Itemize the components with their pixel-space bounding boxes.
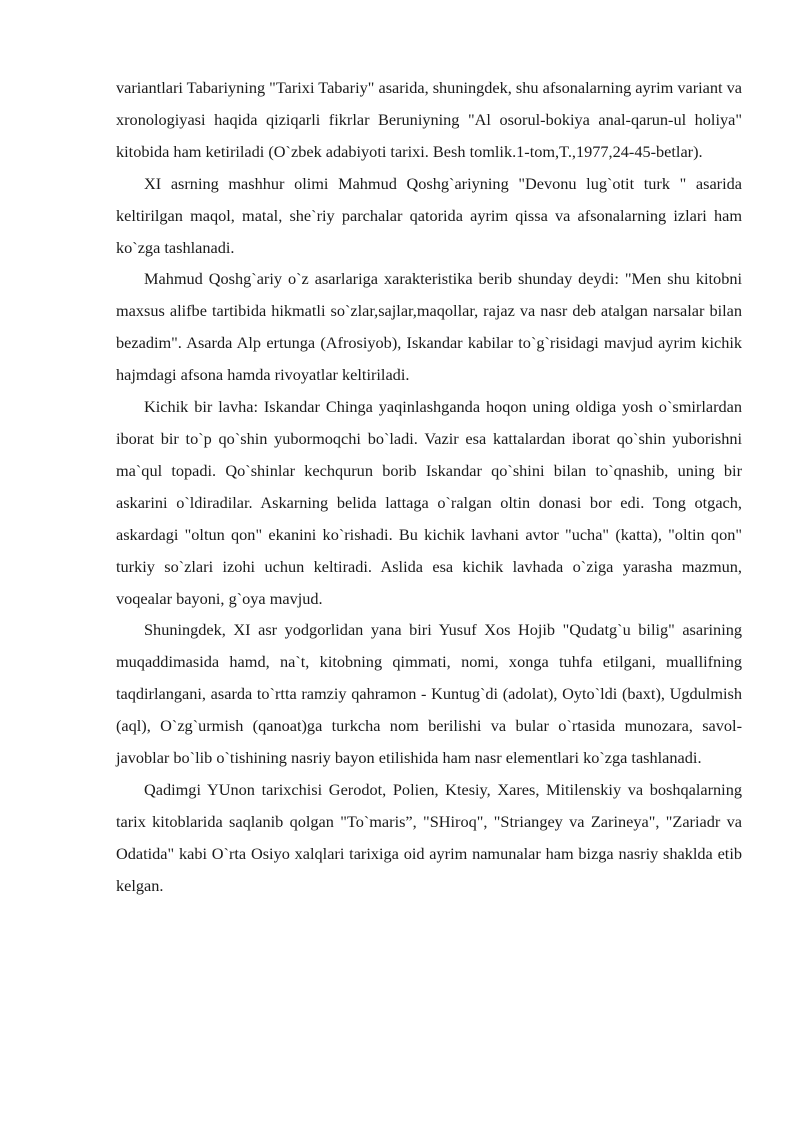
paragraph-qoshgari-characterization: Mahmud Qoshg`ariy o`z asarlariga xarakteristika berib shunday deydi: "Men shu kitobni maxsus alifbe tartibida hikmatli so`zlar,sajlar,maqollar, rajaz va nasr deb atalgan narsalar bilan bezadim". Asarda Alp ertunga (Afrosiyob), Iskandar kabilar to`g`risidagi mavjud ayrim kichik hajmdagi afsona hamda rivoyatlar keltiriladi. bbox=[116, 269, 742, 385]
paragraph-iskandar-episode: Kichik bir lavha: Iskandar Chinga yaqinlashganda hoqon uning oldiga yosh o`smirlardan iborat bir to`p qo`shin yubormoqchi bo`ladi. Vazir esa kattalardan iborat qo`shin yuborishni ma`qul topadi. Qo`shinlar kechqurun borib Iskandar qo`shini bilan to`qnashib, uning bir askarini o`ldiradilar. Askarning belida lattaga o`ralgan oltin donasi bor edi. Tong otgach, askardagi "oltun qon" ekanini ko`rishadi. Bu kichik lavhani avtor "ucha" (katta), "oltin qon" turkiy so`zlari izohi uchun keltiradi. Aslida esa kichik lavhada o`ziga yarasha mazmun, voqealar bayoni, g`oya mavjud. bbox=[116, 397, 742, 608]
paragraph-devonu-lugotit-turk: XI asrning mashhur olimi Mahmud Qoshg`ariyning "Devonu lug`otit turk " asarida keltirilgan maqol, matal, she`riy parchalar qatorida ayrim qissa va afsonalarning izlari ham ko`zga tashlanadi. bbox=[116, 173, 742, 257]
paragraph-greek-historians: Qadimgi YUnon tarixchisi Gerodot, Polien, Ktesiy, Xares, Mitilenskiy va boshqalarning tarix kitoblarida saqlanib qolgan "To`maris”, "SHiroq", "Striangey va Zarineya", "Zariadr va Odatida" kabi O`rta Osiyo xalqlari tarixiga oid ayrim namunalar ham bizga nasriy shaklda etib kelgan. bbox=[116, 779, 742, 895]
paragraph-tabari-beruni: variantlari Tabariyning "Tarixi Tabariy" asarida, shuningdek, shu afsonalarning ayrim variant va xronologiyasi haqida qiziqarli fikrlar Beruniyning "Al osorul-bokiya anal-qarun-ul holiya" kitobida ham ketiriladi (O`zbek adabiyoti tarixi. Besh tomlik.1-tom,T.,1977,24-45-betlar). bbox=[116, 78, 742, 161]
document-page bbox=[116, 72, 742, 902]
paragraph-qutadgu-bilig: Shuningdek, XI asr yodgorlidan yana biri Yusuf Xos Hojib "Qudatg`u bilig" asarining muqaddimasida hamd, na`t, kitobning qimmati, nomi, xonga tuhfa etilgani, muallifning taqdirlangani, asarda to`rtta ramziy qahramon - Kuntug`di (adolat), Oyto`ldi (baxt), Ugdulmish (aql), O`zg`urmish (qanoat)ga turkcha nom berilishi va bular o`rtasida munozara, savol-javoblar bo`lib o`tishining nasriy bayon etilishida ham nasr elementlari ko`zga tashlanadi. bbox=[116, 620, 742, 768]
